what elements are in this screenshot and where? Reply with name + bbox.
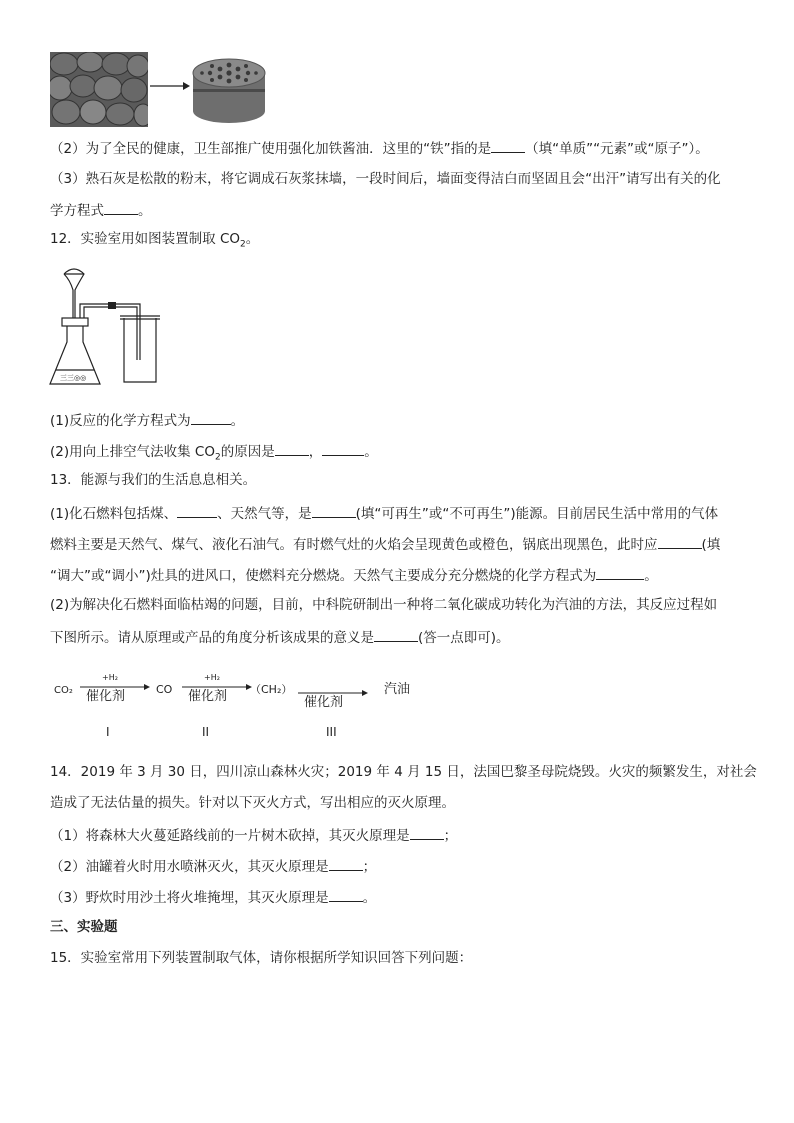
section-heading: 三、实验题 <box>50 919 118 935</box>
q11-sub2: （2）为了全民的健康，卫生部推广使用强化加铁酱油．这里的“铁”指的是 （填“单质”“元素”或“原子”）。 <box>50 138 709 158</box>
q14-part2: （2）油罐着火时用水喷淋灭火，其灭火原理是 ； <box>50 856 376 876</box>
q12-stem: 12．实验室用如图装置制取 $CO_2$。 <box>50 231 260 250</box>
catalyst-label-2: 催化剂 <box>188 689 228 704</box>
step-label-3: III <box>326 725 337 739</box>
q14-part1: （1）将森林大火蔓延路线前的一片树木砍掉，其灭火原理是 ； <box>50 825 457 845</box>
co2-apparatus-diagram <box>48 262 168 392</box>
q12-part1: (1)反应的化学方程式为 。 <box>50 410 244 430</box>
coal-balls-image <box>50 52 148 127</box>
h2-label-2: +H₂ <box>204 673 220 682</box>
h2-label-1: +H₂ <box>102 673 118 682</box>
q13-stem: 13．能源与我们的生活息息相关。 <box>50 472 257 488</box>
ch2-label: （CH₂） <box>250 683 293 696</box>
catalyst-label-1: 催化剂 <box>86 689 126 704</box>
q13-part2-line2: 下图所示。请从原理或产品的角度分析该成果的意义是 (答一点即可)。 <box>50 627 510 647</box>
gasoline-label: 汽油 <box>384 682 411 697</box>
q13-part1-line1: (1)化石燃料包括煤、 、天然气等，是 (填“可再生”或“不可再生”)能源。目前居民生活中常用的气体 <box>50 503 718 523</box>
q13-part1-line3: “调大”或“调小”)灶具的进风口，使燃料充分燃烧。天然气主要成分充分燃烧的化学方程式为 。 <box>50 565 658 585</box>
arrow-icon <box>150 80 190 92</box>
reaction-scheme <box>50 666 430 746</box>
q12-part2: (2)用向上排空气法收集 $CO_2$的原因是 ， 。 <box>50 441 378 467</box>
co2-label: CO₂ <box>54 685 73 696</box>
q14-part3: （3）野炊时用沙土将火堆掩埋，其灭火原理是 。 <box>50 887 376 907</box>
catalyst-label-3: 催化剂 <box>304 695 344 710</box>
step-label-2: II <box>202 725 210 739</box>
q11-sub3-line2: 学方程式 。 <box>50 200 152 220</box>
co-label: CO <box>156 683 173 696</box>
q14-line1: 14．2019 年 3 月 30 日，四川凉山森林火灾；2019 年 4 月 15 日，法国巴黎圣母院烧毁。火灾的频繁发生，对社会 <box>50 764 757 780</box>
q15-stem: 15．实验室常用下列装置制取气体，请你根据所学知识回答下列问题： <box>50 950 473 966</box>
q13-part2-line1: (2)为解决化石燃料面临枯竭的问题，目前，中科院研制出一种将二氧化碳成功转化为汽油的方法，其反应过程如 <box>50 597 718 613</box>
svg-text:三三◎◎: 三三◎◎ <box>60 374 87 382</box>
q13-part1-line2: 燃料主要是天然气、煤气、液化石油气。有时燃气灶的火焰会呈现黄色或橙色，锅底出现黑色，此时应 (填 <box>50 534 720 554</box>
q11-sub3-line1: （3）熟石灰是松散的粉末，将它调成石灰浆抹墙，一段时间后，墙面变得洁白而坚固且会“出汗”请写出有关的化 <box>50 171 721 187</box>
honeycomb-briquette-image <box>192 55 266 125</box>
q14-line2: 造成了无法估量的损失。针对以下灭火方式，写出相应的灭火原理。 <box>50 795 455 811</box>
step-label-1: I <box>106 725 110 739</box>
